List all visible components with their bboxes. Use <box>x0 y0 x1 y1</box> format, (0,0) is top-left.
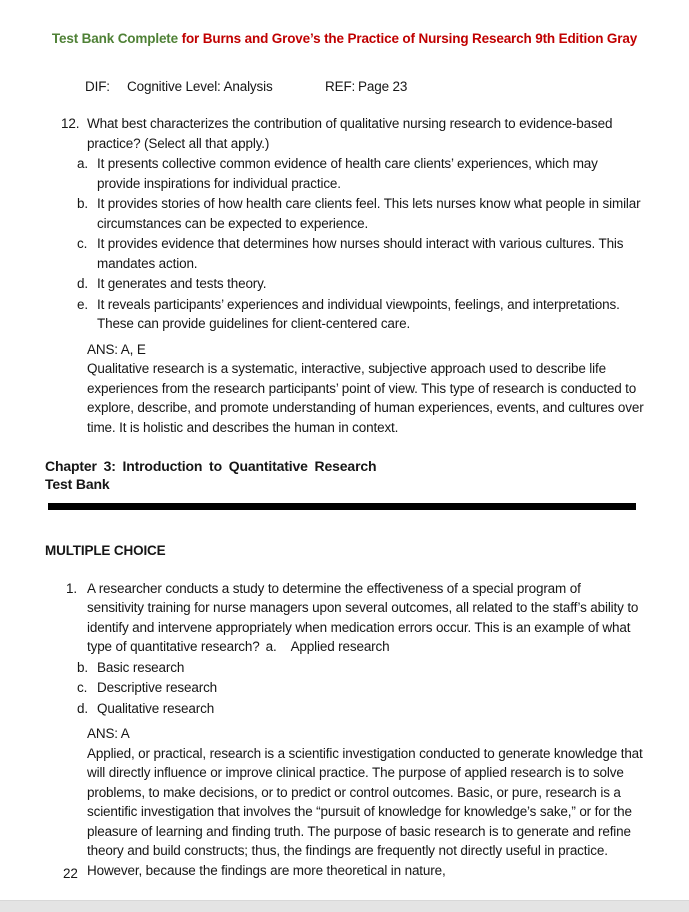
option-letter-inline: a. <box>265 639 277 654</box>
option-letter: a. <box>77 156 88 171</box>
page-title <box>0 0 689 47</box>
question-meta-row <box>0 77 689 96</box>
question-1-option-c <box>0 678 689 698</box>
question-12-option-e <box>0 295 689 334</box>
option-letter: e. <box>77 296 88 312</box>
option-text: It provides stories of how health care clients feel. This lets nurses know what people in similar circumstances can be expected to experience. <box>97 196 641 231</box>
question-1-option-b <box>0 658 689 678</box>
option-text-inline: Applied research <box>290 639 390 654</box>
question-12-option-c <box>0 234 689 273</box>
chapter-heading <box>0 457 689 493</box>
question-1-answer: ANS: A <box>87 726 130 741</box>
question-1-number: 1. <box>66 580 77 596</box>
option-letter: b. <box>77 196 88 211</box>
section-divider-rule <box>48 503 636 510</box>
question-12-option-a <box>0 154 689 193</box>
option-letter: c. <box>77 680 88 695</box>
option-letter: d. <box>77 700 88 716</box>
question-12-text: What best characterizes the contribution of qualitative nursing research to evidence-based practice? (Select all that apply.) <box>87 116 613 151</box>
ref-value: Page 23 <box>358 79 408 94</box>
dif-label: DIF: <box>85 79 110 94</box>
question-1 <box>0 579 689 657</box>
question-12-option-b <box>0 194 689 233</box>
option-text: Qualitative research <box>97 700 215 716</box>
option-text: Descriptive research <box>97 680 218 695</box>
page-number: 22 <box>63 866 78 881</box>
question-1-stem: A researcher conducts a study to determine the effectiveness of a special program of sensitivity training for nurse managers upon several outcomes, all related to the staff’s ability to identify and intervene appropriately when medication errors occur. This is an example of what type of quantitative research? <box>87 580 639 654</box>
header-title-green: Test Bank Complete <box>51 31 178 46</box>
question-12-answer: ANS: A, E <box>87 341 146 357</box>
chapter-title: Chapter 3: Introduction to Quantitative Research <box>45 458 377 474</box>
question-12-number: 12. <box>61 116 80 131</box>
question-1-option-d <box>0 699 689 719</box>
section-heading: MULTIPLE CHOICE <box>45 543 166 558</box>
option-text: It presents collective common evidence of health care clients’ experiences, which may provide inspirations for individual practice. <box>97 156 598 191</box>
option-text: It reveals participants’ experiences and individual viewpoints, feelings, and interpretations. These can provide guidelines for client-centered care. <box>97 296 620 331</box>
option-letter: c. <box>77 236 88 251</box>
option-letter: b. <box>77 659 88 675</box>
option-text: Basic research <box>97 659 185 675</box>
question-12-rationale: Qualitative research is a systematic, interactive, subjective approach used to describe life experiences from the research participants’ point of view. This type of research is conducted to explore, describe, and promote understanding of human experiences, events, and cultures over time. It is holistic and describes the human in context. <box>87 361 644 435</box>
question-12-option-d <box>0 274 689 294</box>
header-title-red: for Burns and Grove’s the Practice of Nursing Research 9th Edition Gray <box>181 31 638 46</box>
chapter-subtitle: Test Bank <box>45 476 110 492</box>
ref-label: REF: <box>325 79 356 94</box>
question-1-rationale: Applied, or practical, research is a scientific investigation conducted to generate knowledge that will directly influence or improve clinical practice. The purpose of applied research is to solve problems, to make decisions, or to predict or control outcomes. Basic, or pure, research is a scientific investigation that involves the “pursuit of knowledge for knowledge’s sake,” or for the pleasure of learning and finding truth. The purpose of basic research is to generate and refine theory and build constructs; thus, the findings are frequently not directly useful in practice. However, because the findings are more theoretical in nature, <box>87 745 643 878</box>
question-1-text <box>87 579 640 657</box>
option-text: It generates and tests theory. <box>97 276 267 291</box>
question-12 <box>0 114 689 153</box>
page-bottom-edge <box>0 900 689 912</box>
dif-value: Cognitive Level: Analysis <box>127 79 273 94</box>
option-text: It provides evidence that determines how nurses should interact with various cultures. This mandates action. <box>97 236 624 271</box>
option-letter: d. <box>77 276 88 291</box>
